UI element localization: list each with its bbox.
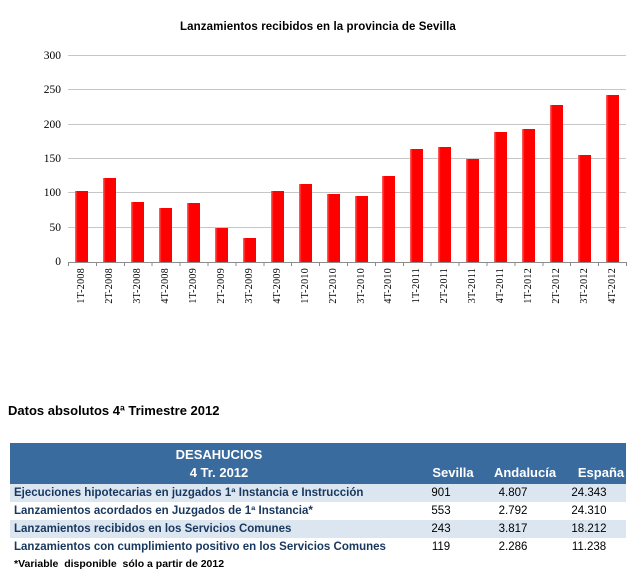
cell-sevilla: 243 — [431, 523, 451, 535]
x-tick-label: 2T-2008 — [104, 268, 116, 304]
y-tick-label: 250 — [43, 84, 61, 97]
cell-espana: 18.212 — [571, 523, 607, 535]
x-label-slot — [68, 268, 96, 332]
y-tick-label: 50 — [49, 221, 61, 234]
x-tick-label: 3T-2011 — [467, 268, 479, 304]
bar-slot — [96, 56, 124, 262]
x-label-slot — [124, 268, 152, 332]
bar-slot — [263, 56, 291, 262]
bar-4T-2008 — [159, 208, 172, 262]
x-label-slot — [291, 268, 319, 332]
bar-1T-2010 — [299, 184, 312, 262]
row-label: Lanzamientos con cumplimiento positivo en los Servicios Comunes — [14, 541, 386, 553]
x-tick-label: 3T-2010 — [355, 268, 367, 304]
cell-espana: 24.310 — [571, 505, 607, 517]
bar-slot — [598, 56, 626, 262]
bar-3T-2008 — [131, 202, 144, 262]
y-axis — [21, 50, 61, 268]
x-tick-label: 1T-2008 — [76, 268, 88, 304]
bar-slot — [515, 56, 543, 262]
x-label-slot — [96, 268, 124, 332]
bar-1T-2009 — [187, 203, 200, 262]
bar-4T-2012 — [606, 95, 619, 262]
x-tick-label: 3T-2012 — [578, 268, 590, 304]
bar-slot — [459, 56, 487, 262]
x-tick-label: 1T-2012 — [522, 268, 534, 304]
bar-slot — [347, 56, 375, 262]
x-tick-label: 3T-2008 — [132, 268, 144, 304]
bar-2T-2009 — [215, 228, 228, 262]
x-tick-label: 4T-2008 — [160, 268, 172, 304]
cell-sevilla: 553 — [431, 505, 451, 517]
bar-slot — [208, 56, 236, 262]
cell-sevilla: 901 — [431, 487, 451, 499]
x-tick-label: 4T-2010 — [383, 268, 395, 304]
cell-espana: 24.343 — [571, 487, 607, 499]
bar-4T-2010 — [382, 176, 395, 262]
table-title: DESAHUCIOS — [175, 447, 263, 462]
bar-2T-2011 — [438, 147, 451, 262]
x-label-slot — [235, 268, 263, 332]
plot-area — [43, 50, 626, 268]
row-label: Lanzamientos acordados en Juzgados de 1ª Instancia* — [14, 505, 313, 517]
cell-sevilla: 119 — [431, 541, 451, 553]
x-label-slot — [542, 268, 570, 332]
column-header-sevilla: Sevilla — [432, 465, 474, 480]
x-label-slot — [487, 268, 515, 332]
x-label-slot — [515, 268, 543, 332]
x-label-slot — [431, 268, 459, 332]
bar-slot — [403, 56, 431, 262]
x-tick-label: 4T-2012 — [606, 268, 618, 304]
bar-4T-2009 — [271, 191, 284, 262]
desahucios-table — [10, 443, 626, 570]
cell-andalucia: 3.817 — [498, 523, 528, 535]
bars-layer — [68, 56, 626, 262]
x-label-slot — [375, 268, 403, 332]
cell-andalucia: 4.807 — [498, 487, 528, 499]
x-tick-label: 2T-2011 — [439, 268, 451, 304]
x-label-slot — [263, 268, 291, 332]
bar-slot — [152, 56, 180, 262]
row-label: Ejecuciones hipotecarias en juzgados 1ª Instancia e Instrucción — [14, 487, 364, 499]
table-header — [10, 443, 626, 484]
y-tick-label: 300 — [43, 50, 61, 62]
y-tick-label: 200 — [43, 118, 61, 131]
bar-2T-2008 — [103, 178, 116, 262]
bar-1T-2011 — [410, 149, 423, 262]
column-header-espana: España — [577, 465, 625, 480]
x-axis-labels — [68, 268, 626, 332]
x-tick-label: 1T-2010 — [299, 268, 311, 304]
x-tick-label: 4T-2011 — [495, 268, 507, 304]
bar-1T-2008 — [75, 191, 88, 262]
table-row — [10, 502, 626, 520]
bar-3T-2010 — [355, 196, 368, 262]
bar-1T-2012 — [522, 129, 535, 262]
chart-title: Lanzamientos recibidos en la provincia de Sevilla — [180, 21, 456, 33]
table-row — [10, 538, 626, 556]
x-tick-label: 1T-2011 — [411, 268, 423, 304]
x-label-slot — [180, 268, 208, 332]
x-tick-label: 2T-2010 — [327, 268, 339, 304]
x-axis-ticks — [68, 262, 627, 266]
section-heading: Datos absolutos 4ª Trimestre 2012 — [8, 403, 220, 418]
table-row — [10, 520, 626, 538]
table-subtitle: 4 Tr. 2012 — [189, 465, 249, 480]
bar-2T-2012 — [550, 105, 563, 262]
bar-slot — [570, 56, 598, 262]
bar-2T-2010 — [327, 194, 340, 262]
bar-slot — [431, 56, 459, 262]
x-tick-label: 2T-2009 — [215, 268, 227, 304]
bar-slot — [487, 56, 515, 262]
bar-slot — [542, 56, 570, 262]
table-header-row — [14, 464, 625, 482]
bar-3T-2011 — [466, 159, 479, 262]
x-tick-label: 3T-2009 — [243, 268, 255, 304]
y-tick-label: 0 — [55, 256, 61, 268]
bar-slot — [124, 56, 152, 262]
y-tick-label: 100 — [43, 187, 61, 200]
x-tick-label: 2T-2012 — [550, 268, 562, 304]
x-label-slot — [208, 268, 236, 332]
cell-andalucia: 2.792 — [498, 505, 528, 517]
column-header-andalucia: Andalucía — [493, 465, 557, 480]
bar-slot — [180, 56, 208, 262]
cell-espana: 11.238 — [571, 541, 607, 553]
cell-andalucia: 2.286 — [498, 541, 528, 553]
x-tick-label: 1T-2009 — [188, 268, 200, 304]
x-label-slot — [319, 268, 347, 332]
bar-3T-2012 — [578, 155, 591, 262]
bar-slot — [235, 56, 263, 262]
bar-slot — [68, 56, 96, 262]
y-tick-label: 150 — [43, 153, 61, 165]
bar-3T-2009 — [243, 238, 256, 262]
row-label: Lanzamientos recibidos en los Servicios Comunes — [14, 523, 292, 535]
table-footnote: *Variable disponible sólo a partir de 2012 — [14, 558, 225, 570]
x-label-slot — [459, 268, 487, 332]
x-label-slot — [347, 268, 375, 332]
bar-slot — [291, 56, 319, 262]
x-tick-label: 4T-2009 — [271, 268, 283, 304]
bar-slot — [319, 56, 347, 262]
x-label-slot — [403, 268, 431, 332]
x-label-slot — [152, 268, 180, 332]
bar-slot — [375, 56, 403, 262]
x-label-slot — [570, 268, 598, 332]
x-label-slot — [598, 268, 626, 332]
table-row — [10, 484, 626, 502]
bar-4T-2011 — [494, 132, 507, 262]
